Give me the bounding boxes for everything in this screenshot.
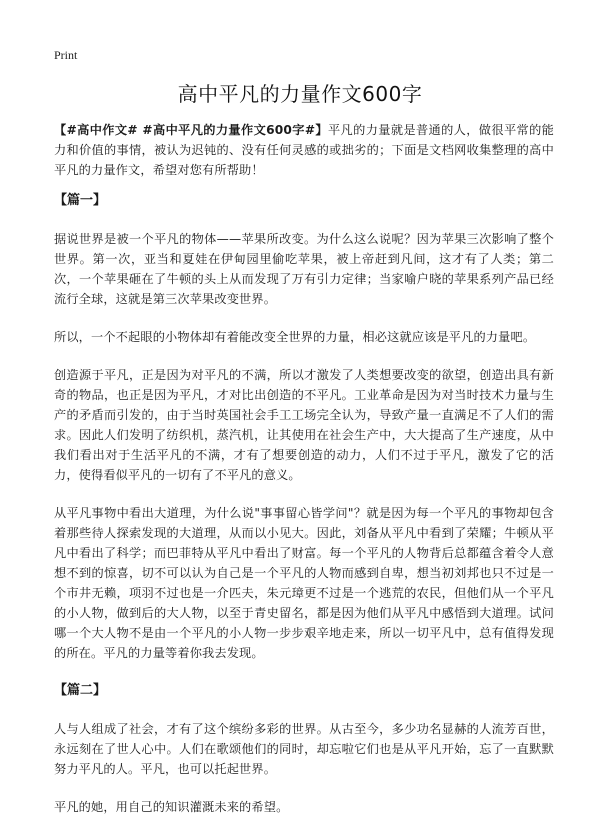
section-1-paragraph-1: 据说世界是被一个平凡的物体——苹果所改变。为什么这么说呢？因为苹果三次影响了整个世界。第一次，亚当和夏娃在伊甸园里偷吃苹果，被上帝赶到凡间，这才有了人类；第二次，一个苹果砸在了牛顿的头上从而发现了万有引力定律；当家喻户晓的苹果系列产品已经流行全球，这就是第三次苹果改变世界。 <box>54 232 554 306</box>
section-2-paragraph-1: 人与人组成了社会，才有了这个缤纷多彩的世界。从古至今，多少功名显赫的人流芳百世，永远刻在了世人心中。人们在歌颂他们的同时，却忘啦它们也是从平凡开始，忘了一直默默努力平凡的人。平凡，也可以托起世界。 <box>54 722 554 776</box>
section-1-paragraph-3: 创造源于平凡，正是因为对平凡的不满，所以才激发了人类想要改变的欲望，创造出具有新奇的物品，也正是因为平凡，才对比出创造的不平凡。工业革命是因为对当时技术力量与生产的矛盾而引发的，由于当时英国社会手工工场完全认为，导致产量一直满足不了人们的需求。因此人们发明了纺织机，蒸汽机，让其使用在社会生产中，大大提高了生产速度，从中我们看出对于生活平凡的不满，才有了想要创造的动力，人们不过于平凡，激发了它的活力，使得看似平凡的一切有了不平凡的意义。 <box>54 368 554 482</box>
print-link[interactable]: Print <box>54 48 78 62</box>
section-heading-1: 【篇一】 <box>54 193 107 208</box>
intro-paragraph <box>54 120 554 180</box>
section-2-paragraph-2: 平凡的她，用自己的知识灌溉未来的希望。 <box>54 800 289 814</box>
intro-tag: 【#高中作文# #高中平凡的力量作文600字#】 <box>54 123 328 137</box>
article-body <box>54 120 554 817</box>
page-title: 高中平凡的力量作文600字 <box>177 82 423 106</box>
section-1-paragraph-2: 所以，一个不起眼的小物体却有着能改变全世界的力量，相必这就应该是平凡的力量吧。 <box>54 330 536 344</box>
intro-text: 平凡的力量就是普通的人，做很平常的能力和价值的事情，被认为迟钝的、没有任何灵感的或拙劣的；下面是文档网收集整理的高中平凡的力量作文，希望对您有所帮助！ <box>54 123 554 177</box>
section-1-paragraph-4: 从平凡事物中看出大道理，为什么说"事事留心皆学问"？就是因为每一个平凡的事物却包含着那些待人探索发现的大道理，从而以小见大。因此，刘备从平凡中看到了荣耀；牛顿从平凡中看出了科学；而巴菲特从平凡中看出了财富。每一个平凡的人物背后总都蕴含着令人意想不到的惊喜，切不可以认为自己是一个平凡的人物而感到自卑，想当初刘邦也只不过是一个市井无赖，项羽不过也是一介匹夫，朱元璋更不过是一个逃荒的农民，但他们从一个平凡的小人物，做到后的大人物，以至于青史留名，都是因为他们从平凡中感悟到大道理。试问哪一个大人物不是由一个平凡的小人物一步步艰辛地走来，所以一切平凡中，总有值得发现的所在。平凡的力量等着你我去发现。 <box>54 506 554 660</box>
section-heading-2: 【篇二】 <box>54 683 107 698</box>
